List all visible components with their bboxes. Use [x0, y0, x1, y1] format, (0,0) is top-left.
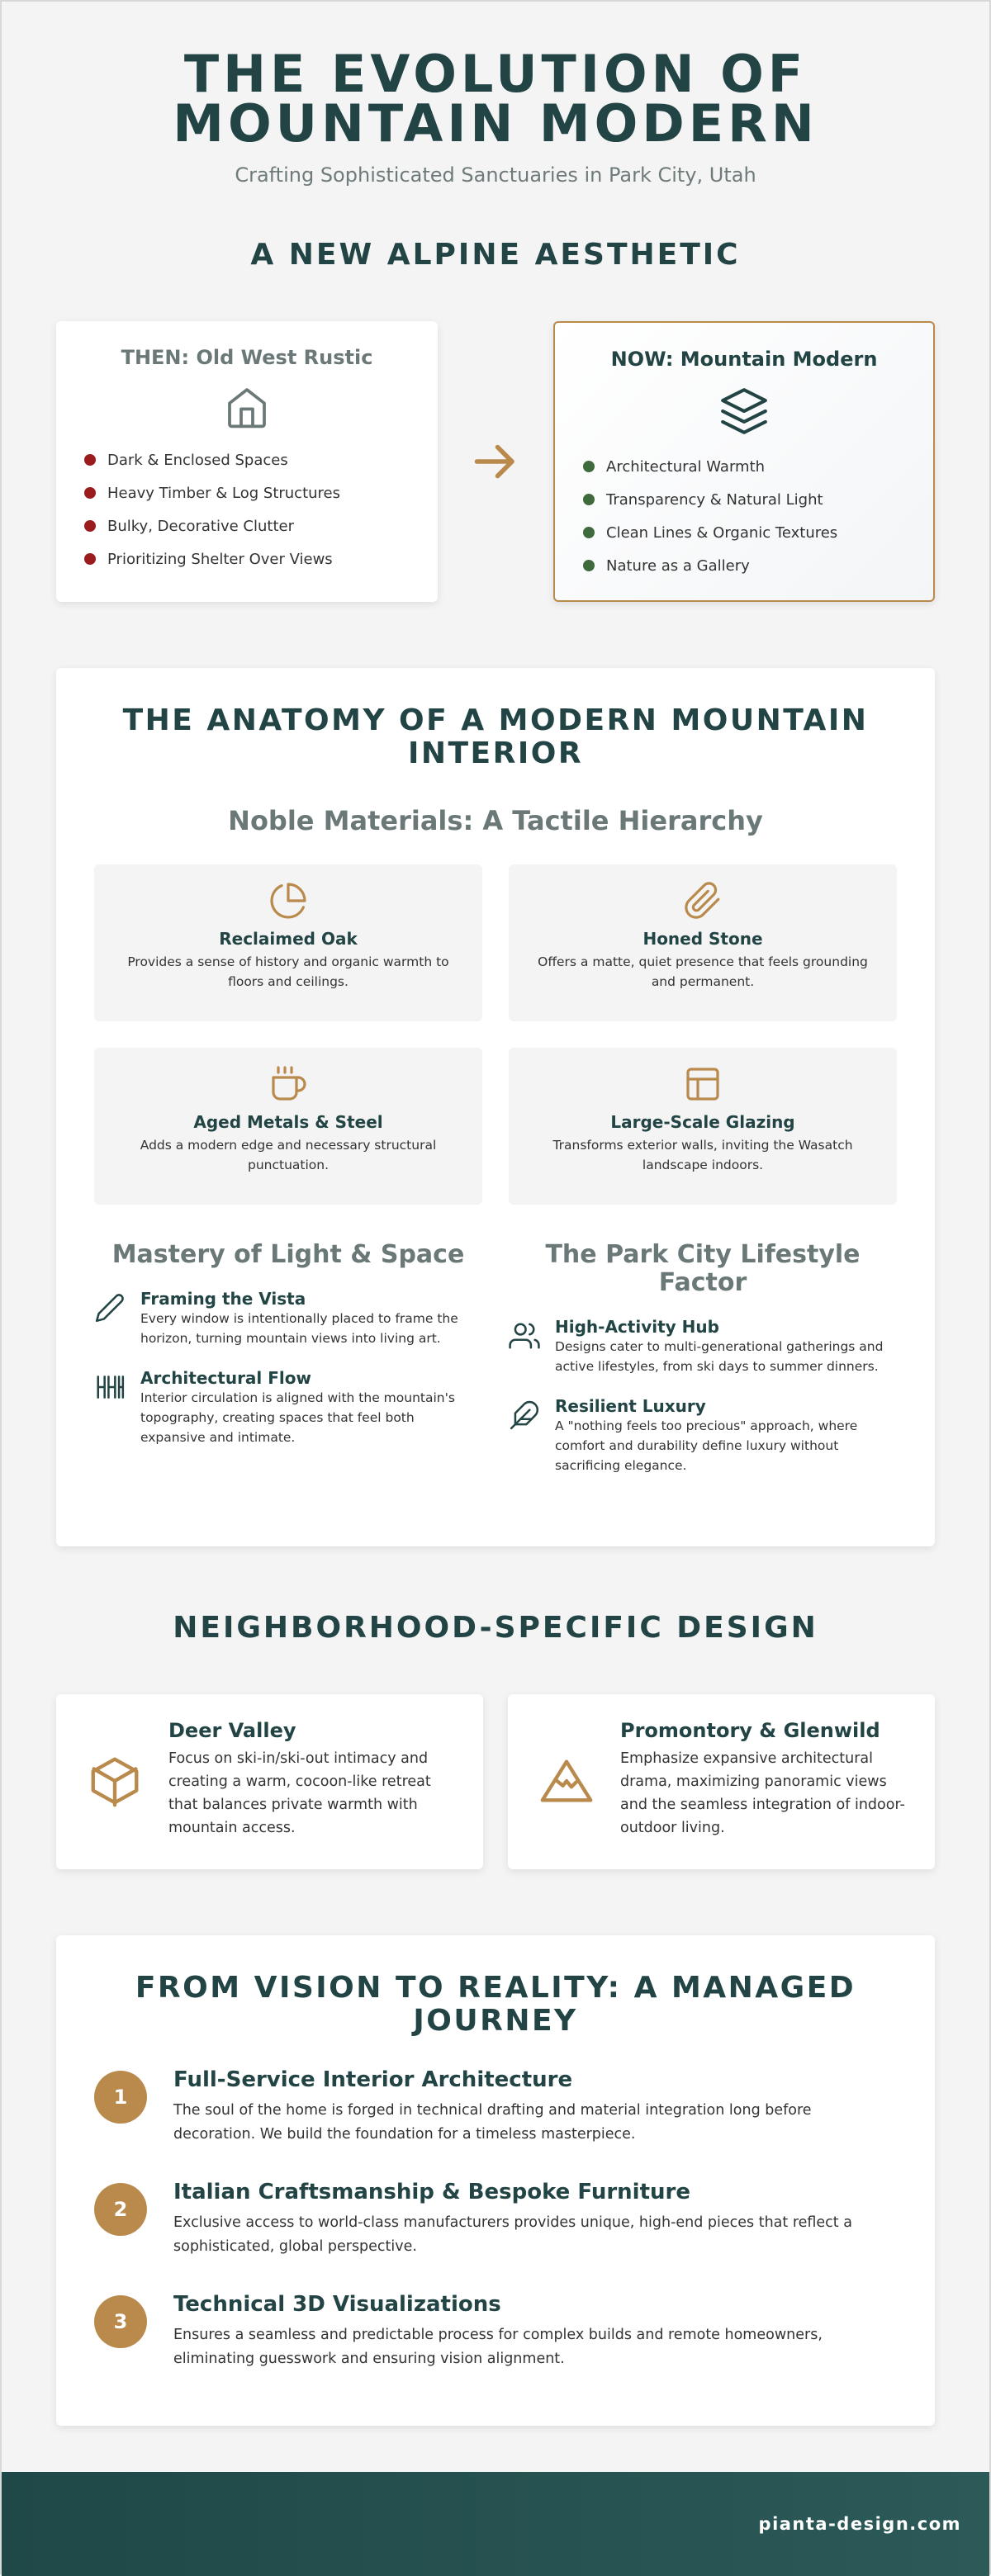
bullet-dot	[84, 520, 96, 532]
step-desc: The soul of the home is forged in technical drafting and material integration long before decoration. We build the foundation for a timeless masterpiece.	[173, 2102, 812, 2143]
material-name: Honed Stone	[642, 929, 763, 949]
pie-chart-icon	[119, 881, 458, 921]
feature-desc: Interior circulation is aligned with the mountain's topography, creating spaces that feel both expansive and intimate.	[140, 1390, 455, 1445]
step-number: 2	[94, 2183, 147, 2236]
material-name: Aged Metals & Steel	[193, 1112, 383, 1132]
neighborhood-card	[508, 1694, 935, 1869]
now-heading: NOW: Mountain Modern	[610, 348, 878, 371]
list-item-text: Clean Lines & Organic Textures	[606, 523, 838, 542]
material-desc: Offers a matte, quiet presence that feels grounding and permanent.	[538, 954, 868, 989]
bullet-dot	[84, 487, 96, 499]
material-desc: Adds a modern edge and necessary structural punctuation.	[140, 1138, 437, 1172]
columns-icon	[94, 1368, 140, 1447]
list-item	[84, 509, 410, 542]
aesthetic-title: A NEW ALPINE AESTHETIC	[250, 238, 741, 272]
now-card	[553, 321, 935, 602]
journey-step	[94, 2292, 897, 2371]
neighborhood-title: NEIGHBORHOOD-SPECIFIC DESIGN	[173, 1611, 818, 1645]
neighborhood-cards	[56, 1694, 935, 1869]
material-desc: Provides a sense of history and organic warmth to floors and ceilings.	[127, 954, 449, 989]
title-line-1: THE EVOLUTION OF	[183, 44, 808, 104]
list-item-text: Prioritizing Shelter Over Views	[107, 550, 333, 568]
feature-name: Framing the Vista	[140, 1289, 306, 1309]
coffee-cup-icon	[119, 1064, 458, 1104]
feature-desc: Every window is intentionally placed to frame the horizon, turning mountain views into living art.	[140, 1311, 458, 1346]
cube-icon	[86, 1719, 168, 1869]
feature-desc: A "nothing feels too precious" approach, where comfort and durability define luxury without sacrificing elegance.	[555, 1418, 858, 1473]
list-item	[583, 516, 905, 549]
list-item	[84, 542, 410, 575]
neighborhood-name: Promontory & Glenwild	[620, 1719, 880, 1742]
light-heading: Mastery of Light & Space	[111, 1240, 465, 1269]
journey-title: FROM VISION TO REALITY: A MANAGED JOURNEY	[135, 1971, 856, 2038]
feature-item	[94, 1368, 482, 1447]
step-name: Technical 3D Visualizations	[173, 2292, 501, 2317]
neighborhood-card	[56, 1694, 483, 1869]
page-footer	[2, 2472, 989, 2576]
lifestyle-column	[509, 1241, 897, 1475]
feature-name: High-Activity Hub	[555, 1317, 719, 1337]
journey-step	[94, 2067, 897, 2147]
list-item	[583, 549, 905, 582]
page-title	[2, 44, 989, 154]
mountain-icon	[538, 1719, 620, 1869]
feature-item	[509, 1317, 897, 1376]
material-card	[94, 864, 482, 1021]
step-number: 1	[94, 2071, 147, 2124]
list-item	[583, 483, 905, 516]
step-name: Italian Craftsmanship & Bespoke Furniture	[173, 2180, 690, 2204]
journey-step	[94, 2180, 897, 2259]
feature-name: Resilient Luxury	[555, 1396, 706, 1416]
then-list	[84, 443, 410, 575]
feather-icon	[509, 1396, 555, 1475]
page-subtitle: Crafting Sophisticated Sanctuaries in Park City, Utah	[235, 163, 756, 187]
then-now-comparison	[56, 321, 935, 602]
materials-heading: Noble Materials: A Tactile Hierarchy	[228, 805, 763, 836]
list-item-text: Bulky, Decorative Clutter	[107, 517, 294, 535]
users-icon	[509, 1317, 555, 1376]
feature-item	[94, 1289, 482, 1348]
journey-section	[56, 1935, 935, 2426]
page-header	[2, 2, 989, 187]
bullet-dot	[84, 454, 96, 466]
materials-grid	[94, 864, 897, 1205]
neighborhood-desc: Focus on ski-in/ski-out intimacy and creating a warm, cocoon-like retreat that balances private warmth with mountain access.	[168, 1750, 431, 1836]
anatomy-title: THE ANATOMY OF A MODERN MOUNTAIN INTERIOR	[122, 703, 869, 770]
step-number: 3	[94, 2295, 147, 2348]
home-icon	[84, 384, 410, 430]
material-desc: Transforms exterior walls, inviting the Wasatch landscape indoors.	[552, 1138, 853, 1172]
material-card	[509, 864, 897, 1021]
step-desc: Ensures a seamless and predictable process for complex builds and remote homeowners, eliminating guesswork and ensuring vision alignment.	[173, 2327, 823, 2367]
pen-icon	[94, 1289, 140, 1348]
feature-desc: Designs cater to multi-generational gatherings and active lifestyles, from ski days to summer dinners.	[555, 1339, 884, 1374]
footer-site-link[interactable]: pianta-design.com	[758, 2514, 961, 2534]
light-lifestyle-columns	[94, 1241, 897, 1475]
bullet-dot	[583, 560, 595, 571]
lifestyle-heading: The Park City Lifestyle Factor	[545, 1240, 861, 1297]
feature-name: Architectural Flow	[140, 1368, 311, 1388]
paperclip-icon	[533, 881, 872, 921]
light-space-column	[94, 1241, 482, 1475]
list-item-text: Transparency & Natural Light	[606, 490, 823, 509]
then-card	[56, 321, 438, 602]
layers-icon	[583, 386, 905, 437]
list-item-text: Architectural Warmth	[606, 457, 766, 476]
list-item	[84, 443, 410, 476]
list-item-text: Nature as a Gallery	[606, 556, 750, 575]
window-layout-icon	[533, 1064, 872, 1104]
title-line-2: MOUNTAIN MODERN	[173, 93, 818, 154]
step-name: Full-Service Interior Architecture	[173, 2067, 573, 2092]
feature-item	[509, 1396, 897, 1475]
neighborhood-name: Deer Valley	[168, 1719, 296, 1742]
material-card	[509, 1048, 897, 1205]
list-item-text: Dark & Enclosed Spaces	[107, 451, 288, 469]
bullet-dot	[583, 494, 595, 505]
bullet-dot	[84, 553, 96, 565]
list-item	[583, 450, 905, 483]
material-name: Large-Scale Glazing	[610, 1112, 795, 1132]
material-card	[94, 1048, 482, 1205]
now-list	[583, 450, 905, 582]
neighborhood-desc: Emphasize expansive architectural drama, maximizing panoramic views and the seamless integration of indoor-outdoor living.	[620, 1750, 905, 1836]
then-heading: THEN: Old West Rustic	[121, 346, 373, 369]
bullet-dot	[583, 461, 595, 472]
step-desc: Exclusive access to world-class manufacturers provides unique, high-end pieces that reflect a sophisticated, global perspective.	[173, 2214, 852, 2255]
material-name: Reclaimed Oak	[219, 929, 358, 949]
anatomy-section	[56, 668, 935, 1546]
list-item-text: Heavy Timber & Log Structures	[107, 484, 341, 502]
bullet-dot	[583, 527, 595, 538]
list-item	[84, 476, 410, 509]
arrow-right-icon	[471, 437, 520, 486]
